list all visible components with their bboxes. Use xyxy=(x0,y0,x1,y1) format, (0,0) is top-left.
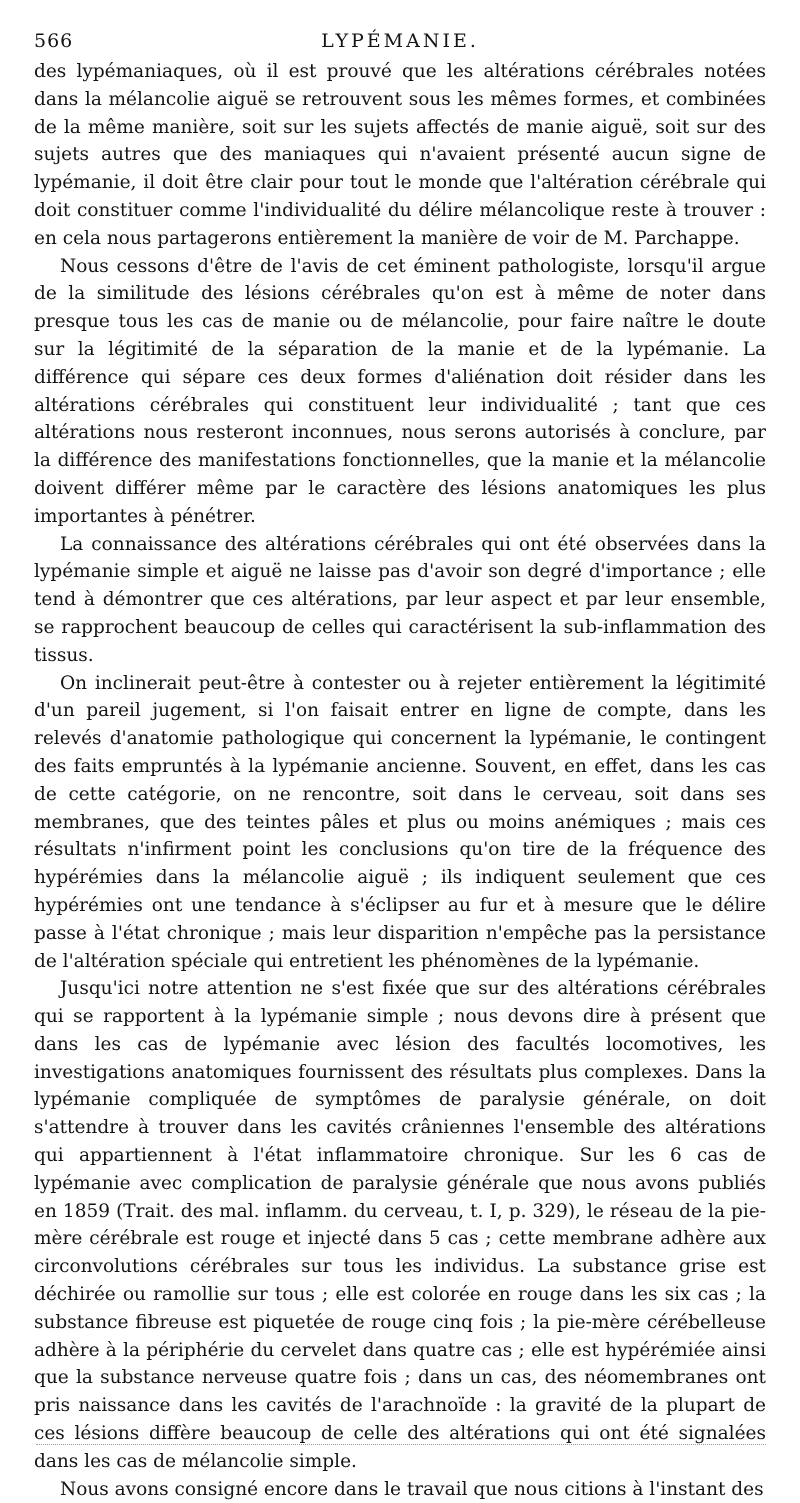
paragraph-3: La connaissance des altérations cérébrales qui ont été observées dans la lypémanie simple et aiguë ne laisse pas d'avoir son degré d'importance ; elle tend à démontrer que ces altérations, par leur aspect et par leur ensemble, se rapprochent beaucoup de celles qui caractérisent la sub-inflammation des tissus. xyxy=(34,533,766,666)
footer-rule xyxy=(36,1444,766,1445)
page-header xyxy=(34,28,766,58)
body-text xyxy=(34,58,766,1503)
paragraph-4: On inclinerait peut-être à contester ou à rejeter entièrement la légitimité d'un pareil jugement, si l'on faisait entrer en ligne de compte, dans les relevés d'anatomie pathologique qui concernent la lypémanie, le contingent des faits empruntés à la lypémanie ancienne. Souvent, en effet, dans les cas de cette catégorie, on ne rencontre, soit dans le cerveau, soit dans ses membranes, que des teintes pâles et plus ou moins anémiques ; mais ces résultats n'infirment point les conclusions qu'on tire de la fréquence des hypérémies dans la mélancolie aiguë ; ils indiquent seulement que ces hypérémies ont une tendance à s'éclipser au fur et à mesure que le délire passe à l'état chronique ; mais leur disparition n'empêche pas la persistance de l'altération spéciale qui entretient les phénomènes de la lypémanie. xyxy=(34,672,766,972)
paragraph-5: Jusqu'ici notre attention ne s'est fixée que sur des altérations cérébrales qui se rapportent à la lypémanie simple ; nous devons dire à présent que dans les cas de lypémanie avec lésion des facultés locomotives, les investigations anatomiques fournissent des résultats plus complexes. Dans la lypémanie compliquée de symptômes de paralysie générale, on doit s'attendre à trouver dans les cavités crâniennes l'ensemble des altérations qui appartiennent à l'état inflammatoire chronique. Sur les 6 cas de lypémanie avec complication de paralysie générale que nous avons publiés en 1859 (Trait. des mal. inflamm. du cerveau, t. I, p. 329), le réseau de la pie-mère cérébrale est rouge et injecté dans 5 cas ; cette membrane adhère aux circonvolutions cérébrales sur tous les individus. La substance grise est déchirée ou ramollie sur tous ; elle est colorée en rouge dans les six cas ; la substance fibreuse est piquetée de rouge cinq fois ; la pie-mère cérébelleuse adhère à la périphérie du cervelet dans quatre cas ; elle est hypérémiée ainsi que la substance nerveuse quatre fois ; dans un cas, des néomembranes ont pris naissance dans les cavités de l'arachnoïde : la gravité de la plupart de ces lésions diffère beaucoup de celle des altérations qui ont été signalées dans les cas de mélancolie simple. xyxy=(34,978,766,1472)
paragraph-6: Nous avons consigné encore dans le travail que nous citions à l'instant des xyxy=(60,1478,764,1500)
running-title: LYPÉMANIE. xyxy=(321,30,479,52)
page-number: 566 xyxy=(34,30,74,52)
paragraph-2: Nous cessons d'être de l'avis de cet éminent pathologiste, lorsqu'il argue de la similitude des lésions cérébrales qu'on est à même de noter dans presque tous les cas de manie ou de mélancolie, pour faire naître le doute sur la légitimité de la séparation de la manie et de la lypémanie. La différence qui sépare ces deux formes d'aliénation doit résider dans les altérations cérébrales qui constituent leur individualité ; tant que ces altérations nous resteront inconnues, nous serons autorisés à conclure, par la différence des manifestations fonctionnelles, que la manie et la mélancolie doivent différer même par le caractère des lésions anatomiques les plus importantes à pénétrer. xyxy=(34,255,766,527)
paragraph-1: des lypémaniaques, où il est prouvé que les altérations cérébrales notées dans la mélancolie aiguë se retrouvent sous les mêmes formes, et combinées de la même manière, soit sur les sujets affectés de manie aiguë, soit sur des sujets autres que des maniaques qui n'avaient présenté aucun signe de lypémanie, il doit être clair pour tout le monde que l'altération cérébrale qui doit constituer comme l'individualité du délire mélancolique reste à trouver : en cela nous partagerons entièrement la manière de voir de M. Parchappe. xyxy=(34,61,766,249)
book-page xyxy=(34,28,766,1503)
